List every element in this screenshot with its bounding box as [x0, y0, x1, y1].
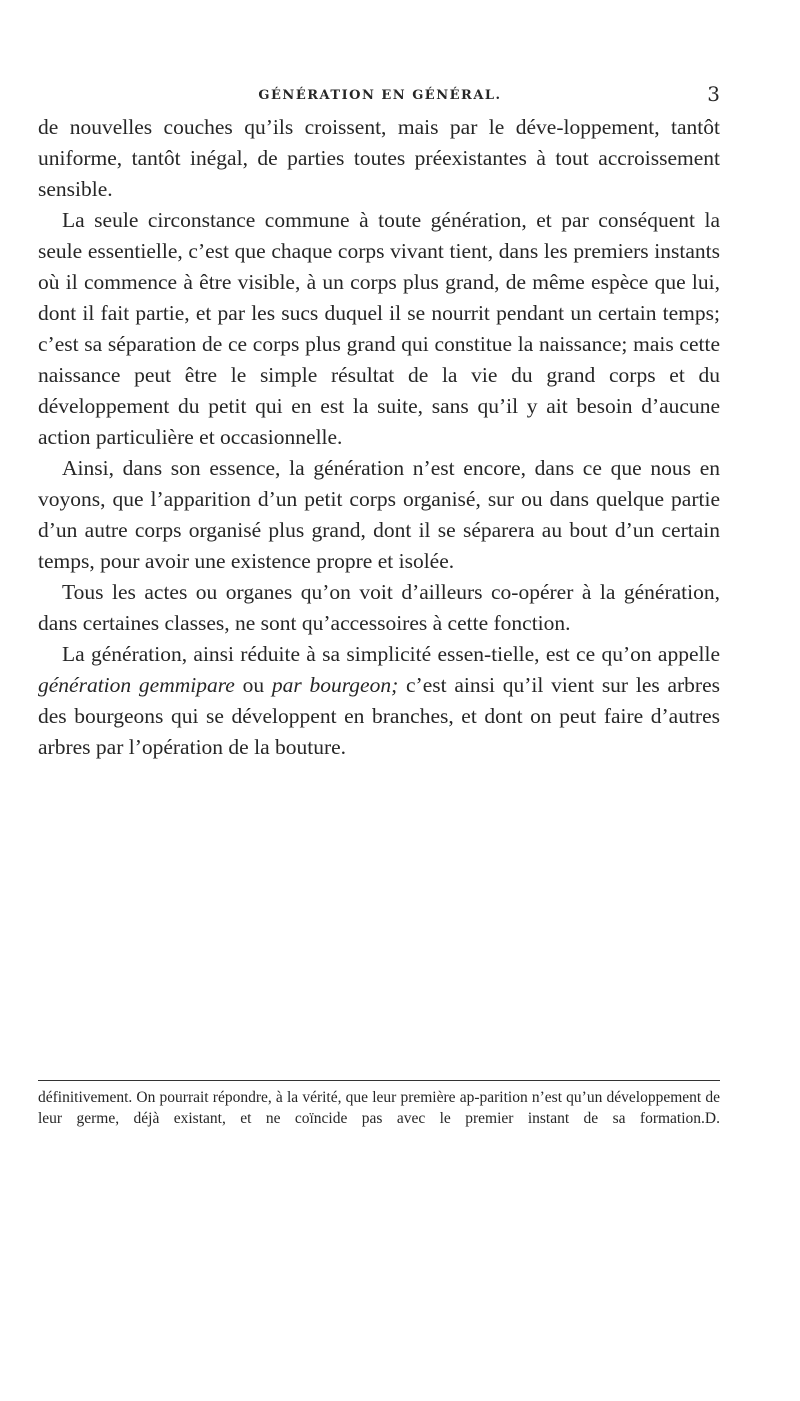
main-text: [38, 112, 720, 763]
page-header: [40, 82, 720, 112]
footnote: [38, 1087, 720, 1129]
footnote-signature: D.: [704, 1110, 720, 1127]
paragraph-2: La seule circonstance commune à toute génération, et par conséquent la seule essentielle, c’est que chaque corps vivant tient, dans les premiers instants où il commence à être visible, à un corps plus grand, de même espèce que lui, dont il fait partie, et par les sucs duquel il se nourrit pendant un certain temps; c’est sa séparation de ce corps plus grand qui constitue la naissance; mais cette naissance peut être le simple résultat de la vie du grand corps et du développement du petit qui en est la suite, sans qu’il y ait besoin d’aucune action particulière et occasionnelle.: [38, 208, 720, 449]
paragraph-3: Ainsi, dans son essence, la génération n’est encore, dans ce que nous en voyons, que l’apparition d’un petit corps organisé, sur ou dans quelque partie d’un autre corps organisé plus grand, dont il se séparera au bout d’un certain temps, pour avoir une existence propre et isolée.: [38, 456, 720, 573]
paragraph-4: Tous les actes ou organes qu’on voit d’ailleurs co-opérer à la génération, dans certaines classes, ne sont qu’accessoires à cette fonction.: [38, 580, 720, 635]
footnote-divider: [38, 1080, 720, 1081]
footnote-text: définitivement. On pourrait répondre, à la vérité, que leur première ap-parition n’est qu’un développement de leur germe, déjà existant, et ne coïncide pas avec le premier instant de sa formation.: [38, 1089, 720, 1127]
paragraph-5: [38, 639, 720, 763]
paragraph-5-start: La génération, ainsi réduite à sa simplicité essen-tielle, est ce qu’on appelle: [62, 642, 720, 666]
paragraph-5-end: c’est ainsi qu’il vient sur les arbres des bourgeons qui se développent en branches, et dont on peut faire d’autres arbres par l’opération de la bouture.: [38, 673, 721, 759]
running-head: GÉNÉRATION EN GÉNÉRAL.: [258, 88, 502, 103]
page-number: 3: [707, 82, 720, 106]
italic-term-gemmipare: génération gemmipare: [38, 673, 235, 697]
paragraph-1: de nouvelles couches qu’ils croissent, mais par le déve-loppement, tantôt uniforme, tantôt inégal, de parties toutes préexistantes à tout accroissement sensible.: [38, 115, 720, 201]
paragraph-5-mid: ou: [234, 673, 272, 697]
italic-term-bourgeon: par bourgeon;: [271, 673, 399, 697]
